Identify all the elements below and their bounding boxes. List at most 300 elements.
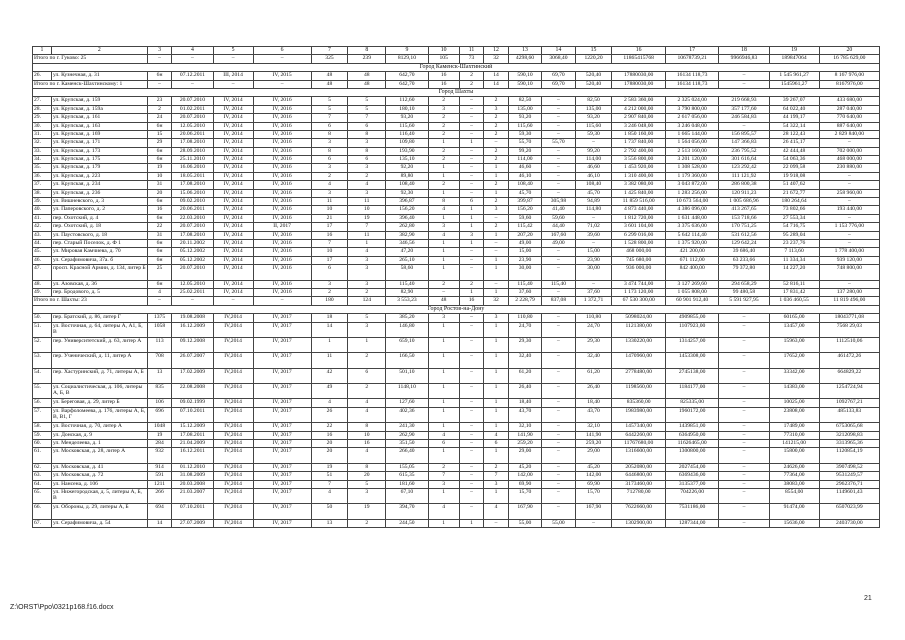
table-cell: 4 873 440,00 [612, 206, 665, 214]
table-cell: – [459, 256, 484, 264]
table-cell: 2778480,00 [612, 368, 665, 383]
table-cell: 1457340,00 [612, 423, 665, 431]
table-cell: 7 [348, 223, 386, 231]
table-cell: 19 [147, 164, 172, 172]
address-cell: ул. Нижегородская, д. 5, литеры А, Б, В [51, 488, 147, 503]
address-cell: ул. Обороны, д. 29, литеры А, Б [51, 504, 147, 519]
table-cell: 2 [428, 280, 459, 288]
row-number-cell: 33. [33, 147, 52, 155]
table-cell: 6 [311, 156, 348, 164]
table-cell: 54 716,75 [769, 223, 819, 231]
table-cell: 1 308 528,00 [665, 164, 718, 172]
subtotal-cell: 48 [348, 80, 386, 88]
table-cell: 3 556 800,00 [612, 156, 665, 164]
table-cell: IV, 2017 [253, 519, 311, 527]
table-cell: 1316600,00 [612, 448, 665, 463]
address-cell: ул. Береговая, д. 29, литер Б [51, 399, 147, 407]
table-cell: 7 [311, 239, 348, 247]
table-cell: – [719, 407, 769, 422]
table-cell: 1 283 256,00 [665, 189, 718, 197]
table-cell: 39 686,40 [719, 248, 769, 256]
table-cell: 2 [484, 181, 509, 189]
subtotal-cell: – [213, 297, 253, 305]
table-cell: 05.12.2002 [172, 248, 213, 256]
table-cell: 26 [311, 407, 348, 422]
table-cell: 399,87 [508, 198, 541, 206]
table-cell: – [719, 440, 769, 448]
table-cell: 1 [484, 265, 509, 280]
table-cell: 63 233,66 [719, 256, 769, 264]
table-cell: 413 267,65 [719, 206, 769, 214]
table-cell: 16 [348, 440, 386, 448]
table-cell: 2403730,00 [819, 519, 879, 527]
table-cell: 20 [311, 440, 348, 448]
table-cell: 147 366,83 [719, 139, 769, 147]
table-cell: – [719, 368, 769, 383]
table-cell: 1 665 144,00 [665, 130, 718, 138]
table-cell: 42 444,48 [769, 147, 819, 155]
table-cell: IV, 2017 [253, 322, 311, 337]
table-cell: 55,00 [542, 519, 575, 527]
address-cell: ул. Крупская, д. 236 [51, 189, 147, 197]
table-row [33, 399, 880, 407]
table-cell: 394,70 [386, 504, 428, 519]
table-cell: – [484, 248, 509, 256]
table-cell: IV, 2014 [213, 97, 253, 105]
table-cell: 22 099,58 [769, 164, 819, 172]
subtotal-cell: 32 [484, 297, 509, 305]
table-cell: 82,90 [386, 288, 428, 296]
table-cell: 17.02.2009 [172, 368, 213, 383]
table-cell: 111 121,92 [719, 172, 769, 180]
address-cell: ул. Варфоломеева, д. 176, литеры А, Б, В, В1, Г [51, 407, 147, 422]
table-cell: 13 [147, 368, 172, 383]
table-cell: IV, 2016 [253, 105, 311, 113]
table-cell: 2027454,00 [665, 463, 718, 471]
table-cell: 1 [428, 353, 459, 368]
table-cell: 702 000,00 [819, 147, 879, 155]
table-cell: 6н [147, 122, 172, 130]
table-cell: 1 [459, 519, 484, 527]
table-cell: 1 453 920,00 [612, 164, 665, 172]
table-cell: 12.05.2010 [172, 280, 213, 288]
table-cell: 835 [147, 384, 172, 399]
table-cell: 20.06.2011 [172, 206, 213, 214]
table-cell: IV,2014 [213, 322, 253, 337]
subtotal-label: Итого по г. Шахты: 23 [33, 297, 148, 305]
table-cell: IV, 2016 [253, 164, 311, 172]
subtotal-cell: 642,70 [386, 80, 428, 88]
column-number-cell: 8 [348, 47, 386, 55]
table-cell: 2 907 840,00 [612, 114, 665, 122]
table-row [33, 198, 880, 206]
table-cell: – [719, 504, 769, 519]
column-number-cell: 19 [769, 47, 819, 55]
table-cell: 141215,00 [769, 440, 819, 448]
table-cell: 156,20 [386, 206, 428, 214]
table-cell: 55,70 [542, 139, 575, 147]
table-cell: 6н [147, 248, 172, 256]
table-cell: – [542, 189, 575, 197]
subtotal-cell: 67 530 300,00 [612, 297, 665, 305]
table-cell: 15636,00 [769, 519, 819, 527]
table-cell: 1058 [147, 322, 172, 337]
table-cell: 93,20 [508, 114, 541, 122]
data-table-container [32, 46, 880, 528]
table-cell: 141,90 [508, 431, 541, 439]
row-number-cell: 58. [33, 423, 52, 431]
table-cell: 3135377,00 [665, 480, 718, 488]
table-row [33, 384, 880, 399]
table-cell: IV, 2016 [253, 198, 311, 206]
table-cell: 1 [428, 337, 459, 352]
subtotal-cell: – [172, 55, 213, 63]
table-cell: 3 [348, 488, 386, 503]
table-cell: 7 [348, 114, 386, 122]
table-cell: 46,10 [575, 172, 612, 180]
table-cell: – [542, 181, 575, 189]
table-cell: 301 616,64 [719, 156, 769, 164]
table-cell: IV,2014 [213, 448, 253, 463]
table-cell: – [719, 353, 769, 368]
table-cell: 24626,00 [769, 463, 819, 471]
table-cell: – [459, 122, 484, 130]
section-heading-row [33, 88, 880, 96]
table-cell: 1 [428, 322, 459, 337]
table-cell: 114,80 [575, 206, 612, 214]
table-cell: 914 [147, 463, 172, 471]
table-cell: 2 [459, 280, 484, 288]
table-cell: 127,60 [386, 399, 428, 407]
table-cell: IV, 2017 [253, 368, 311, 383]
table-cell: 129 642,24 [719, 239, 769, 247]
address-cell: ул. Крупская, д. 159 [51, 97, 147, 105]
table-cell: IV, 2014 [213, 147, 253, 155]
table-cell: 1 [459, 288, 484, 296]
table-cell: 8 [311, 147, 348, 155]
table-cell: 6 [459, 198, 484, 206]
address-cell: пер. Хастуринский, д. 71, литеры А, Б [51, 368, 147, 383]
table-cell: IV, 2016 [253, 288, 311, 296]
table-cell: 17.08.2010 [172, 139, 213, 147]
table-cell: 193 440,00 [819, 206, 879, 214]
table-cell: – [542, 130, 575, 138]
table-cell: 461472,26 [819, 353, 879, 368]
table-cell: IV, 2017 [253, 448, 311, 463]
table-cell: – [459, 407, 484, 422]
table-cell: 1 [484, 337, 509, 352]
table-cell: 17652,00 [769, 353, 819, 368]
table-cell: 6 [311, 265, 348, 280]
row-number-cell: 66. [33, 504, 52, 519]
table-cell: – [459, 337, 484, 352]
table-cell: 9531249,57 [819, 472, 879, 480]
table-cell: 25 [147, 265, 172, 280]
row-number-cell: 40. [33, 206, 52, 214]
table-cell: 10 [311, 206, 348, 214]
table-cell: 708 [147, 353, 172, 368]
table-cell: 46,60 [575, 164, 612, 172]
table-cell: 258 960,00 [819, 189, 879, 197]
table-cell: – [542, 156, 575, 164]
table-cell: 29,00 [575, 448, 612, 463]
table-cell: 26.07.2007 [172, 353, 213, 368]
table-cell: 167,90 [508, 504, 541, 519]
table-cell: 6 299 016,00 [612, 231, 665, 239]
table-cell: 6н [147, 198, 172, 206]
table-cell: 1330220,00 [612, 337, 665, 352]
table-cell: – [542, 472, 575, 480]
table-cell: 6н [147, 156, 172, 164]
table-cell: 2 [428, 147, 459, 155]
table-cell: 694 [147, 504, 172, 519]
table-cell: 6н [147, 147, 172, 155]
table-cell: 49,00 [508, 239, 541, 247]
table-cell: 382,90 [386, 231, 428, 239]
table-cell: IV, 2016 [253, 214, 311, 222]
table-cell: 1 [484, 322, 509, 337]
table-cell: 18,40 [508, 399, 541, 407]
table-cell: 39,60 [575, 231, 612, 239]
table-row [33, 72, 880, 80]
table-cell: – [542, 256, 575, 264]
table-cell: 49 [311, 384, 348, 399]
table-cell: 20.11.2002 [172, 239, 213, 247]
table-cell: 116,40 [386, 130, 428, 138]
table-cell: 3 [348, 256, 386, 264]
table-cell: 115,40 [542, 280, 575, 288]
address-cell: ул. Крупская, д. 171 [51, 139, 147, 147]
table-cell: 3 [348, 322, 386, 337]
table-cell: 2 [311, 172, 348, 180]
table-row [33, 265, 880, 280]
table-cell: – [459, 156, 484, 164]
table-cell: 89,80 [386, 172, 428, 180]
address-cell: ул. Крупская, д. 159а [51, 105, 147, 113]
table-cell: 2 [459, 72, 484, 80]
column-number-cell: 20 [819, 47, 879, 55]
table-cell: – [459, 448, 484, 463]
table-cell: – [459, 431, 484, 439]
table-cell: 2 [311, 288, 348, 296]
table-cell: 1 [484, 399, 509, 407]
table-cell: 1048 [147, 423, 172, 431]
subtotal-cell: 11865415768 [612, 55, 665, 63]
table-cell: 704226,00 [665, 488, 718, 503]
table-cell: 6н [147, 256, 172, 264]
subtotal-cell: 8167976,00 [819, 80, 879, 88]
row-number-cell: 35. [33, 164, 52, 172]
table-cell: 1 [484, 423, 509, 431]
table-cell: 15.06.2010 [172, 189, 213, 197]
table-cell: 2 [428, 97, 459, 105]
table-cell: 108,40 [508, 181, 541, 189]
table-cell: 135,00 [575, 105, 612, 113]
table-cell: 287 040,00 [819, 105, 879, 113]
table-cell: 45,20 [508, 463, 541, 471]
table-cell: 2052080,00 [612, 463, 665, 471]
table-row [33, 164, 880, 172]
table-cell: II, 2017 [253, 223, 311, 231]
table-cell: – [542, 448, 575, 463]
table-cell: 64 022,40 [769, 105, 819, 113]
table-cell: IV,2014 [213, 488, 253, 503]
table-cell: 4 386 096,00 [665, 206, 718, 214]
table-cell: IV, 2014 [213, 105, 253, 113]
table-cell: 46,60 [508, 164, 541, 172]
table-cell: 4 [348, 248, 386, 256]
table-cell: 79 372,80 [719, 265, 769, 280]
subtotal-cell: – [253, 297, 311, 305]
subtotal-row [33, 55, 880, 63]
table-cell: 50 [311, 504, 348, 519]
table-cell: IV, 2014 [213, 280, 253, 288]
table-cell: 166,50 [386, 353, 428, 368]
table-cell: 19.08.2008 [172, 314, 213, 322]
table-cell: 402,36 [386, 407, 428, 422]
row-number-cell: 32. [33, 139, 52, 147]
table-cell: 501,10 [386, 368, 428, 383]
table-cell: 1 778 400,00 [819, 248, 879, 256]
subtotal-cell: 48 [311, 80, 348, 88]
table-cell: 396,87 [386, 198, 428, 206]
table-cell: 09.12.2008 [172, 337, 213, 352]
table-cell: 13457,00 [769, 322, 819, 337]
table-cell: 1 850 160,00 [612, 130, 665, 138]
table-cell: 19 [147, 431, 172, 439]
table-cell: 259,20 [575, 440, 612, 448]
table-cell: 07.10.2011 [172, 504, 213, 519]
address-cell: ул. Крупская, д. 234 [51, 181, 147, 189]
table-cell: IV,2014 [213, 384, 253, 399]
table-cell: 155,05 [386, 463, 428, 471]
table-cell: 2 [428, 122, 459, 130]
table-cell: 07.12.2011 [172, 72, 213, 80]
table-cell: 33342,00 [769, 368, 819, 383]
table-cell: 09.02.1999 [172, 399, 213, 407]
table-cell: 110,80 [508, 314, 541, 322]
row-number-cell: 60. [33, 440, 52, 448]
table-cell: 1 [428, 488, 459, 503]
table-cell: 54 063,36 [769, 156, 819, 164]
table-cell: 1121380,00 [612, 322, 665, 337]
table-cell: 4 [348, 181, 386, 189]
table-cell: 6369436,00 [665, 472, 718, 480]
table-cell: 1300800,00 [665, 448, 718, 463]
table-cell: 14 [484, 72, 509, 80]
table-cell: 236 795,52 [719, 147, 769, 155]
table-cell: 1302900,00 [612, 519, 665, 527]
table-cell: 468 000,00 [612, 248, 665, 256]
table-cell: – [484, 519, 509, 527]
table-cell: – [542, 463, 575, 471]
table-cell: – [575, 280, 612, 288]
table-cell: 135,10 [386, 156, 428, 164]
table-cell: – [575, 139, 612, 147]
table-cell: 51 [311, 472, 348, 480]
table-cell: 1 [484, 288, 509, 296]
table-cell: 11 [348, 231, 386, 239]
subtotal-cell: 1220,20 [575, 55, 612, 63]
table-row [33, 431, 880, 439]
table-cell: IV, 2016 [253, 239, 311, 247]
table-cell: 4 [311, 399, 348, 407]
column-number-cell: 4 [172, 47, 213, 55]
table-cell: – [719, 72, 769, 80]
table-cell: 6 [428, 440, 459, 448]
subtotal-label: Итого по г. Гуково: 25 [33, 55, 148, 63]
table-row [33, 480, 880, 488]
table-cell: – [542, 423, 575, 431]
table-cell: 3 246 048,00 [612, 122, 665, 130]
table-cell: IV, 2014 [213, 130, 253, 138]
table-cell: – [819, 181, 879, 189]
table-cell: 49,00 [542, 239, 575, 247]
table-cell: IV,2014 [213, 504, 253, 519]
table-cell: 60165,00 [769, 314, 819, 322]
table-cell: – [459, 472, 484, 480]
address-cell: ул. Вишневского, д. 3 [51, 198, 147, 206]
subtotal-cell: – [147, 297, 172, 305]
table-cell: 1 [428, 139, 459, 147]
table-cell: 44,40 [542, 223, 575, 231]
table-row [33, 288, 880, 296]
table-cell: 11626465,00 [665, 440, 718, 448]
subtotal-cell: 4298,60 [508, 55, 541, 63]
table-cell: 115,60 [508, 122, 541, 130]
table-cell: 10 [147, 172, 172, 180]
table-cell: 23 [147, 97, 172, 105]
table-cell: 14 227,20 [769, 265, 819, 280]
table-cell: 156,20 [508, 206, 541, 214]
table-cell: 1 [484, 384, 509, 399]
table-cell: 6 [484, 440, 509, 448]
table-cell: 14383,00 [769, 384, 819, 399]
table-cell: – [459, 314, 484, 322]
table-cell: 8 167 976,00 [819, 72, 879, 80]
table-cell: 1112510,06 [819, 337, 879, 352]
table-cell: 219 668,93 [719, 97, 769, 105]
table-cell: – [719, 337, 769, 352]
table-cell: 3 [311, 280, 348, 288]
table-cell: 29,30 [575, 337, 612, 352]
table-cell: 1 [428, 368, 459, 383]
table-cell: 2 [484, 463, 509, 471]
table-cell: 1 [428, 256, 459, 264]
table-cell: IV, 2016 [253, 265, 311, 280]
row-number-cell: 42. [33, 223, 52, 231]
table-cell: 346,56 [386, 239, 428, 247]
table-cell: 3 [459, 231, 484, 239]
table-cell: IV, 2017 [253, 488, 311, 503]
row-number-cell: 41. [33, 214, 52, 222]
table-cell: 8 [428, 198, 459, 206]
table-cell: – [719, 480, 769, 488]
table-cell: 29,00 [508, 448, 541, 463]
table-cell: – [484, 214, 509, 222]
table-cell: 1375 [147, 314, 172, 322]
table-cell: 207,20 [508, 231, 541, 239]
table-cell: 3313965,36 [819, 440, 879, 448]
table-cell: 142,00 [508, 472, 541, 480]
table-cell: 5 [348, 97, 386, 105]
table-cell: 20 [311, 448, 348, 463]
table-row [33, 231, 880, 239]
table-cell: – [719, 314, 769, 322]
table-cell: 664829,22 [819, 368, 879, 383]
address-cell: ул. Кузнечная, д. 31 [51, 72, 147, 80]
table-cell: 11 [348, 198, 386, 206]
